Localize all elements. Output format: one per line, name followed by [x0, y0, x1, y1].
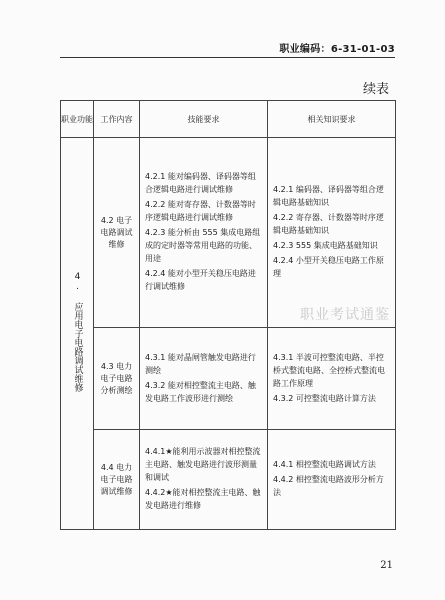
header-function: 职业功能 — [61, 101, 94, 138]
skills-cell — [140, 328, 268, 430]
skill-item: 4.2.4 能对小型开关稳压电路进行调试维修 — [145, 269, 256, 291]
table-row — [61, 430, 396, 530]
skill-item: 4.2.1 能对编码器、译码器等组合逻辑电路进行调试维修 — [145, 172, 256, 194]
table-header-row — [61, 101, 396, 138]
work-content-cell: 4.2 电子电路调试维修 — [94, 138, 140, 328]
work-content-cell: 4.4 电力电子电路调试维修 — [94, 430, 140, 530]
work-content-cell: 4.3 电力电子电路分析测绘 — [94, 328, 140, 430]
skills-cell — [140, 138, 268, 328]
function-cell — [61, 138, 94, 530]
table-row — [61, 138, 396, 328]
header-rule — [60, 57, 395, 58]
header-skill-requirements: 技能要求 — [140, 101, 268, 138]
knowledge-item: 4.2.2 寄存器、计数器等时序逻辑电路基础知识 — [273, 213, 384, 235]
header-work-content: 工作内容 — [94, 101, 140, 138]
table-row — [61, 328, 396, 430]
knowledge-cell — [268, 328, 396, 430]
skill-item: 4.2.2 能对寄存器、计数器等时序逻辑电路进行调试维修 — [145, 200, 256, 222]
knowledge-item: 4.2.4 小型开关稳压电路工作原理 — [273, 256, 384, 278]
page-number: 21 — [380, 560, 393, 571]
skills-cell — [140, 430, 268, 530]
function-name: 4. 应用电子电路调试维修 — [72, 271, 83, 392]
skill-item: 4.2.3 能分析由 555 集成电路组成的定时器等常用电路的功能、用途 — [145, 228, 261, 263]
header-knowledge-requirements: 相关知识要求 — [268, 101, 396, 138]
skill-item: 4.4.2★能对相控整流主电路、触发电路进行维修 — [145, 488, 261, 510]
knowledge-item: 4.3.2 可控整流电路计算方法 — [273, 393, 376, 403]
knowledge-item: 4.3.1 半波可控整流电路、半控桥式整流电路、全控桥式整流电路工作原理 — [273, 352, 385, 388]
occupation-code: 职业编码：6-31-01-03 — [279, 44, 395, 55]
knowledge-item: 4.4.1 相控整流电路调试方法 — [273, 460, 376, 469]
skill-item: 4.3.1 能对晶闸管触发电路进行测绘 — [145, 352, 256, 375]
watermark-text: 职业考试通鉴 — [300, 307, 390, 323]
skill-item: 4.3.2 能对相控整流主电路、触发电路工作波形进行测绘 — [145, 380, 256, 403]
skill-item: 4.4.1★能利用示波器对相控整流主电路、触发电路进行波形测量和调试 — [145, 447, 261, 482]
continued-label: 续表 — [362, 82, 389, 97]
knowledge-item: 4.4.2 相控整流电路波形分析方法 — [273, 475, 384, 497]
knowledge-item: 4.2.3 555 集成电路基础知识 — [273, 241, 378, 250]
knowledge-cell — [268, 138, 396, 328]
knowledge-item: 4.2.1 编码器、译码器等组合逻辑电路基础知识 — [273, 185, 384, 207]
knowledge-cell — [268, 430, 396, 530]
